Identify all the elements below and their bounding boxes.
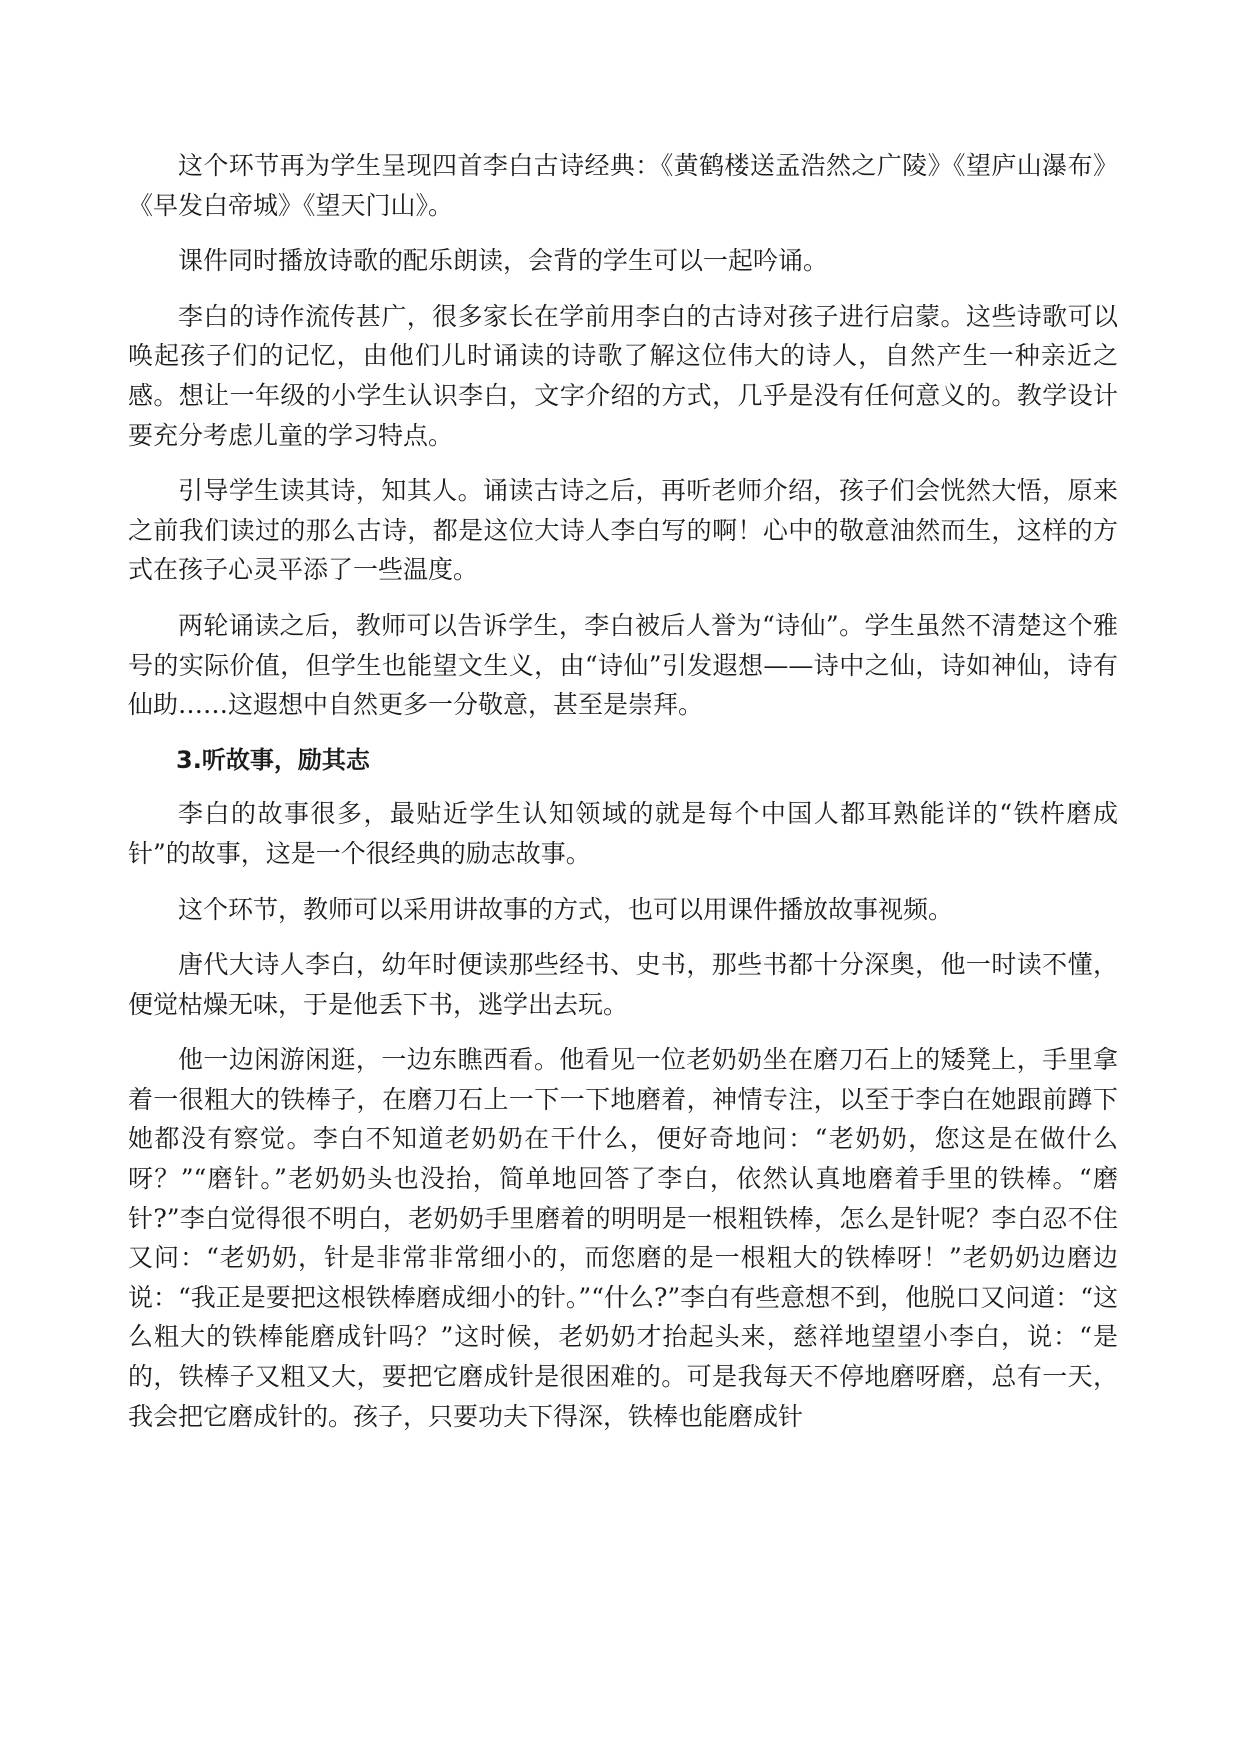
paragraph-poems-list: 这个环节再为学生呈现四首李白古诗经典：《黄鹤楼送孟浩然之广陵》《望庐山瀑布》《早发白帝城》《望天门山》。: [128, 151, 1118, 220]
section-heading: 3.听故事，励其志: [176, 745, 370, 774]
paragraph-story-grandma: 他一边闲游闲逛，一边东瞧西看。他看见一位老奶奶坐在磨刀石上的矮凳上，手里拿着一很粗大的铁棒子，在磨刀石上一下一下地磨着，神情专注，以至于李白在她跟前蹲下她都没有察觉。李白不知道老奶奶在干什么，便好奇地问：“老奶奶，您这是在做什么呀？”“磨针。”老奶奶头也没抬，简单地回答了李白，依然认真地磨着手里的铁棒。“磨针?”李白觉得很不明白，老奶奶手里磨着的明明是一根粗铁棒，怎么是针呢？李白忍不住又问：“老奶奶，针是非常非常细小的，而您磨的是一根粗大的铁棒呀！”老奶奶边磨边说：“我正是要把这根铁棒磨成细小的针。”“什么?”李白有些意想不到，他脱口又问道：“这么粗大的铁棒能磨成针吗？”这时候，老奶奶才抬起头来，慈祥地望望小李白，说：“是的，铁棒子又粗又大，要把它磨成针是很困难的。可是我每天不停地磨呀磨，总有一天，我会把它磨成针的。孩子，只要功夫下得深，铁棒也能磨成针: [128, 1045, 1118, 1431]
document-body: [128, 146, 1118, 1452]
paragraph-read-poems-know-poet: 引导学生读其诗，知其人。诵读古诗之后，再听老师介绍，孩子们会恍然大悟，原来之前我们读过的那么古诗，都是这位大诗人李白写的啊！心中的敬意油然而生，这样的方式在孩子心灵平添了一些温度。: [128, 476, 1118, 585]
paragraph-poetry-enlightenment: 李白的诗作流传甚广，很多家长在学前用李白的古诗对孩子进行启蒙。这些诗歌可以唤起孩子们的记忆，由他们儿时诵读的诗歌了解这位伟大的诗人，自然产生一种亲近之感。想让一年级的小学生认识李白，文字介绍的方式，几乎是没有任何意义的。教学设计要充分考虑儿童的学习特点。: [128, 301, 1118, 450]
paragraph-courseware-recital: 课件同时播放诗歌的配乐朗读，会背的学生可以一起吟诵。: [178, 246, 829, 276]
paragraph-story-intro: 李白的故事很多，最贴近学生认知领域的就是每个中国人都耳熟能详的“铁杵磨成针”的故事，这是一个很经典的励志故事。: [128, 799, 1118, 868]
paragraph-story-method: 这个环节，教师可以采用讲故事的方式，也可以用课件播放故事视频。: [178, 894, 954, 924]
paragraph-poet-immortal: 两轮诵读之后，教师可以告诉学生，李白被后人誉为“诗仙”。学生虽然不清楚这个雅号的实际价值，但学生也能望文生义，由“诗仙”引发遐想——诗中之仙，诗如神仙，诗有仙助……这遐想中自然更多一分敬意，甚至是崇拜。: [128, 610, 1118, 720]
paragraph-story-childhood: 唐代大诗人李白，幼年时便读那些经书、史书，那些书都十分深奥，他一时读不懂，便觉枯燥无味，于是他丢下书，逃学出去玩。: [128, 950, 1118, 1019]
